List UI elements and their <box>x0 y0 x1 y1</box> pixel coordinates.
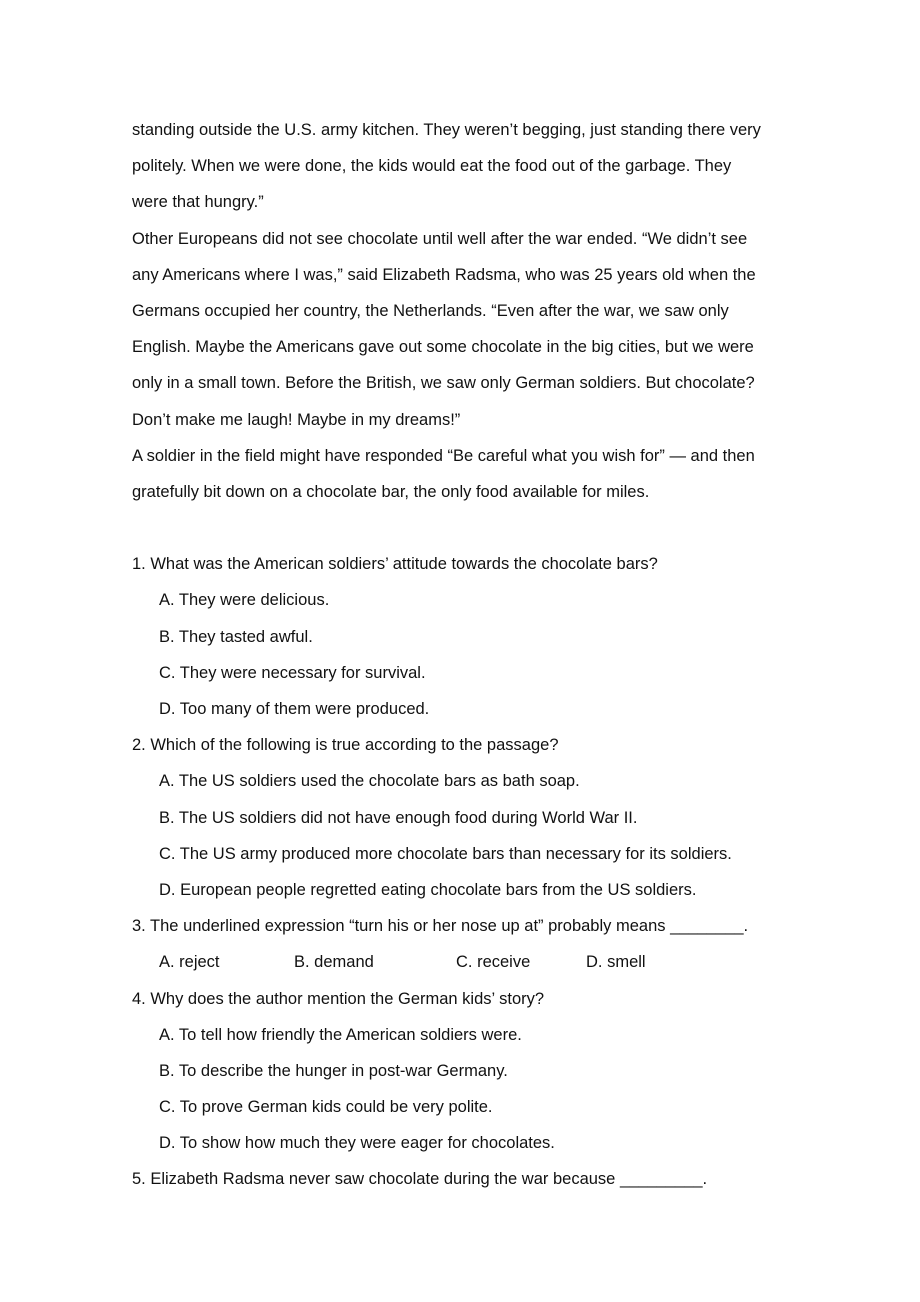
answer-option: D. smell <box>586 953 646 972</box>
passage-line: Don’t make me laugh! Maybe in my dreams!” <box>132 410 461 429</box>
question-stem: 4. Why does the author mention the German kids’ story? <box>132 989 545 1008</box>
passage-line: Germans occupied her country, the Netherlands. “Even after the war, we saw only <box>132 301 729 320</box>
passage-line: were that hungry.” <box>132 193 264 212</box>
passage-line: only in a small town. Before the British, we saw only German soldiers. But chocolate? <box>132 374 755 393</box>
section-gap <box>132 510 802 546</box>
question-3 <box>132 908 802 980</box>
answer-option: D. Too many of them were produced. <box>159 700 430 718</box>
answer-option: C. The US army produced more chocolate bars than necessary for its soldiers. <box>159 844 732 863</box>
answer-option: B. The US soldiers did not have enough food during World War II. <box>159 808 638 827</box>
answer-option: A. reject <box>159 953 220 972</box>
question-4 <box>132 981 802 1162</box>
passage-line: standing outside the U.S. army kitchen. They weren’t begging, just standing there very <box>132 121 761 139</box>
answer-option: B. They tasted awful. <box>159 627 313 646</box>
answer-option: D. European people regretted eating chocolate bars from the US soldiers. <box>159 880 697 899</box>
page-content <box>132 112 802 1198</box>
answer-option: D. To show how much they were eager for chocolates. <box>159 1134 555 1153</box>
passage-line: English. Maybe the Americans gave out some chocolate in the big cities, but we were <box>132 338 754 357</box>
passage-line: politely. When we were done, the kids would eat the food out of the garbage. They <box>132 157 732 176</box>
answer-option: C. To prove German kids could be very polite. <box>159 1098 493 1117</box>
reading-passage <box>132 112 802 510</box>
question-stem: 2. Which of the following is true according to the passage? <box>132 736 559 755</box>
passage-line: A soldier in the field might have responded “Be careful what you wish for” — and then <box>132 446 755 465</box>
passage-line: gratefully bit down on a chocolate bar, the only food available for miles. <box>132 482 650 501</box>
answer-option: B. demand <box>294 953 374 972</box>
answer-option: C. receive <box>456 953 531 972</box>
answer-option: B. To describe the hunger in post-war Germany. <box>159 1061 508 1080</box>
question-2 <box>132 727 802 908</box>
passage-line: any Americans where I was,” said Elizabeth Radsma, who was 25 years old when the <box>132 265 756 284</box>
question-stem: 3. The underlined expression “turn his or her nose up at” probably means ________. <box>132 917 749 936</box>
answer-option: A. The US soldiers used the chocolate bars as bath soap. <box>159 772 580 791</box>
question-stem: 1. What was the American soldiers’ attitude towards the chocolate bars? <box>132 555 658 574</box>
answer-option: A. To tell how friendly the American soldiers were. <box>159 1025 522 1044</box>
question-1 <box>132 546 802 727</box>
question-5 <box>132 1161 802 1197</box>
answer-option: C. They were necessary for survival. <box>159 663 426 682</box>
answer-options-row <box>132 944 802 980</box>
answer-option: A. They were delicious. <box>159 591 330 610</box>
passage-line: Other Europeans did not see chocolate until well after the war ended. “We didn’t see <box>132 229 748 248</box>
question-stem: 5. Elizabeth Radsma never saw chocolate during the war because _________. <box>132 1170 708 1189</box>
